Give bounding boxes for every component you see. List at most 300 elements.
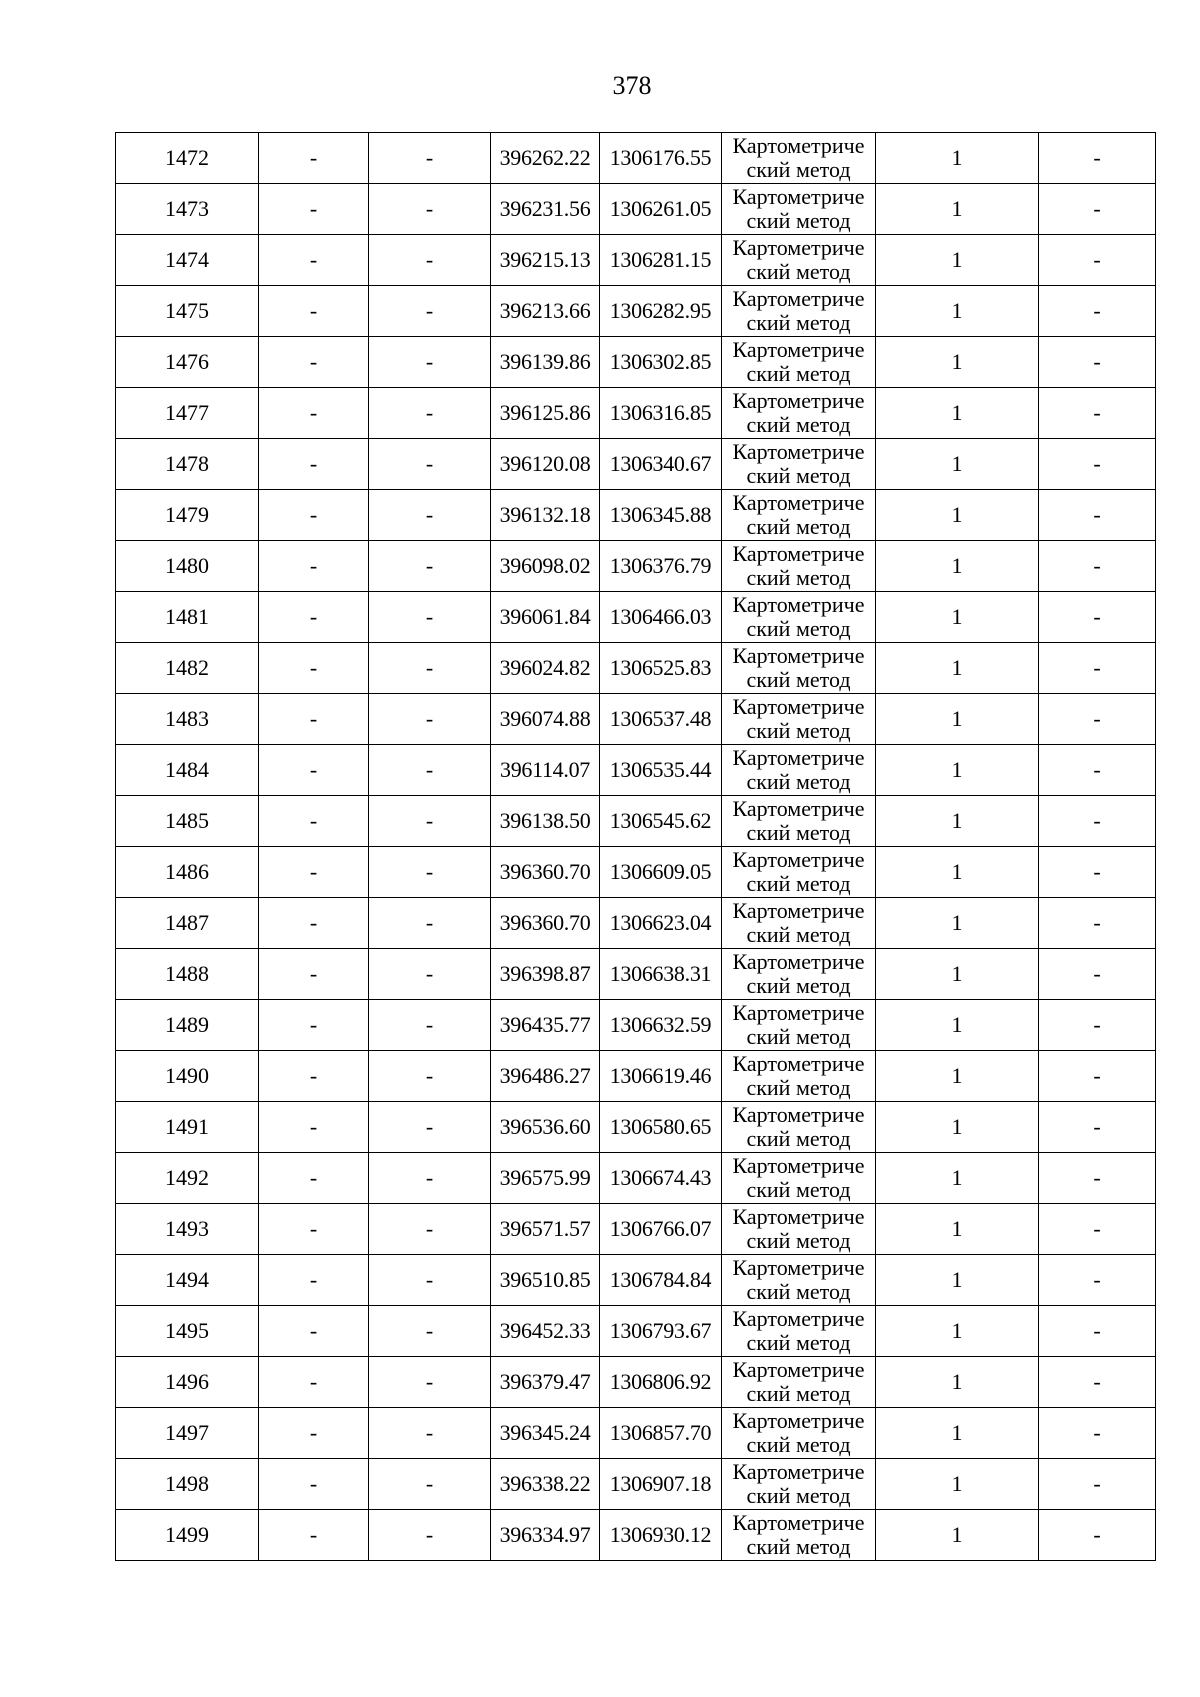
y-coordinate-cell: 1306466.03: [600, 592, 722, 643]
point-number-cell: 1488: [116, 949, 259, 1000]
empty-value-cell: -: [1039, 1408, 1156, 1459]
method-cell: [722, 1000, 876, 1051]
empty-value-cell: -: [369, 1102, 491, 1153]
y-coordinate-cell: 1306282.95: [600, 286, 722, 337]
empty-value-cell: -: [259, 1000, 369, 1051]
empty-value-cell: -: [369, 1459, 491, 1510]
method-text-line-1: Картометриче: [732, 1000, 865, 1025]
method-cell: [722, 490, 876, 541]
method-text-line-2: ский метод: [746, 769, 851, 794]
point-number-cell: 1489: [116, 1000, 259, 1051]
method-text-line-1: Картометриче: [732, 796, 865, 821]
x-coordinate-cell: 396061.84: [491, 592, 600, 643]
x-coordinate-cell: 396536.60: [491, 1102, 600, 1153]
x-coordinate-cell: 396575.99: [491, 1153, 600, 1204]
accuracy-cell: 1: [876, 1051, 1039, 1102]
empty-value-cell: -: [259, 592, 369, 643]
x-coordinate-cell: 396114.07: [491, 745, 600, 796]
x-coordinate-cell: 396379.47: [491, 1357, 600, 1408]
empty-value-cell: -: [1039, 1204, 1156, 1255]
empty-value-cell: -: [259, 1306, 369, 1357]
point-number-cell: 1477: [116, 388, 259, 439]
method-text-line-2: ский метод: [746, 922, 851, 947]
method-text-line-1: Картометриче: [732, 235, 865, 260]
method-text-line-1: Картометриче: [732, 439, 865, 464]
point-number-cell: 1496: [116, 1357, 259, 1408]
point-number-cell: 1493: [116, 1204, 259, 1255]
point-number-cell: 1473: [116, 184, 259, 235]
empty-value-cell: -: [1039, 1051, 1156, 1102]
page-number: 378: [612, 71, 652, 100]
method-text-line-1: Картометриче: [732, 490, 865, 515]
point-number-cell: 1474: [116, 235, 259, 286]
table-row: [116, 694, 1156, 745]
accuracy-cell: 1: [876, 745, 1039, 796]
method-cell: [722, 286, 876, 337]
method-text-line-2: ский метод: [746, 616, 851, 641]
empty-value-cell: -: [369, 694, 491, 745]
empty-value-cell: -: [259, 1459, 369, 1510]
table-row: [116, 745, 1156, 796]
table-row: [116, 388, 1156, 439]
accuracy-cell: 1: [876, 133, 1039, 184]
x-coordinate-cell: 396345.24: [491, 1408, 600, 1459]
x-coordinate-cell: 396435.77: [491, 1000, 600, 1051]
x-coordinate-cell: 396231.56: [491, 184, 600, 235]
table-row: [116, 1459, 1156, 1510]
empty-value-cell: -: [1039, 388, 1156, 439]
method-cell: [722, 643, 876, 694]
empty-value-cell: -: [259, 337, 369, 388]
empty-value-cell: -: [1039, 337, 1156, 388]
method-text-line-1: Картометриче: [732, 1357, 865, 1382]
point-number-cell: 1482: [116, 643, 259, 694]
empty-value-cell: -: [259, 1510, 369, 1561]
empty-value-cell: -: [369, 133, 491, 184]
empty-value-cell: -: [1039, 847, 1156, 898]
method-text-line-1: Картометриче: [732, 1306, 865, 1331]
method-text-line-2: ский метод: [746, 1177, 851, 1202]
y-coordinate-cell: 1306793.67: [600, 1306, 722, 1357]
empty-value-cell: -: [369, 184, 491, 235]
method-text-line-2: ский метод: [746, 871, 851, 896]
y-coordinate-cell: 1306766.07: [600, 1204, 722, 1255]
point-number-cell: 1481: [116, 592, 259, 643]
y-coordinate-cell: 1306261.05: [600, 184, 722, 235]
point-number-cell: 1485: [116, 796, 259, 847]
method-text-line-1: Картометриче: [732, 1510, 865, 1535]
empty-value-cell: -: [259, 490, 369, 541]
x-coordinate-cell: 396132.18: [491, 490, 600, 541]
empty-value-cell: -: [369, 490, 491, 541]
table-row: [116, 592, 1156, 643]
empty-value-cell: -: [1039, 1510, 1156, 1561]
point-number-cell: 1487: [116, 898, 259, 949]
method-text-line-1: Картометриче: [732, 592, 865, 617]
method-text-line-2: ский метод: [746, 1075, 851, 1100]
table-row: [116, 1153, 1156, 1204]
empty-value-cell: -: [259, 847, 369, 898]
method-cell: [722, 1357, 876, 1408]
method-cell: [722, 337, 876, 388]
method-cell: [722, 235, 876, 286]
method-text-line-2: ский метод: [746, 973, 851, 998]
method-text-line-2: ский метод: [746, 259, 851, 284]
empty-value-cell: -: [369, 745, 491, 796]
method-text-line-2: ский метод: [746, 1534, 851, 1559]
table-row: [116, 235, 1156, 286]
y-coordinate-cell: 1306784.84: [600, 1255, 722, 1306]
empty-value-cell: -: [1039, 949, 1156, 1000]
method-text-line-1: Картометриче: [732, 1153, 865, 1178]
empty-value-cell: -: [259, 1357, 369, 1408]
y-coordinate-cell: 1306545.62: [600, 796, 722, 847]
table-row: [116, 1510, 1156, 1561]
y-coordinate-cell: 1306537.48: [600, 694, 722, 745]
y-coordinate-cell: 1306907.18: [600, 1459, 722, 1510]
method-text-line-2: ский метод: [746, 208, 851, 233]
empty-value-cell: -: [369, 1051, 491, 1102]
x-coordinate-cell: 396024.82: [491, 643, 600, 694]
y-coordinate-cell: 1306316.85: [600, 388, 722, 439]
x-coordinate-cell: 396098.02: [491, 541, 600, 592]
empty-value-cell: -: [1039, 643, 1156, 694]
method-text-line-1: Картометриче: [732, 643, 865, 668]
empty-value-cell: -: [259, 796, 369, 847]
empty-value-cell: -: [1039, 694, 1156, 745]
empty-value-cell: -: [369, 286, 491, 337]
empty-value-cell: -: [369, 796, 491, 847]
empty-value-cell: -: [369, 439, 491, 490]
empty-value-cell: -: [369, 1408, 491, 1459]
table-row: [116, 439, 1156, 490]
accuracy-cell: 1: [876, 1459, 1039, 1510]
empty-value-cell: -: [369, 235, 491, 286]
accuracy-cell: 1: [876, 1255, 1039, 1306]
method-text-line-1: Картометриче: [732, 388, 865, 413]
x-coordinate-cell: 396120.08: [491, 439, 600, 490]
y-coordinate-cell: 1306857.70: [600, 1408, 722, 1459]
method-text-line-1: Картометриче: [732, 1255, 865, 1280]
table-row: [116, 796, 1156, 847]
method-cell: [722, 541, 876, 592]
method-text-line-2: ский метод: [746, 667, 851, 692]
empty-value-cell: -: [259, 643, 369, 694]
y-coordinate-cell: 1306302.85: [600, 337, 722, 388]
method-text-line-2: ский метод: [746, 1228, 851, 1253]
method-text-line-1: Картометриче: [732, 1204, 865, 1229]
empty-value-cell: -: [1039, 898, 1156, 949]
table-row: [116, 1255, 1156, 1306]
accuracy-cell: 1: [876, 592, 1039, 643]
x-coordinate-cell: 396510.85: [491, 1255, 600, 1306]
accuracy-cell: 1: [876, 847, 1039, 898]
method-cell: [722, 184, 876, 235]
table-row: [116, 847, 1156, 898]
point-number-cell: 1483: [116, 694, 259, 745]
empty-value-cell: -: [369, 643, 491, 694]
empty-value-cell: -: [259, 1102, 369, 1153]
method-cell: [722, 1459, 876, 1510]
method-text-line-2: ский метод: [746, 718, 851, 743]
method-cell: [722, 388, 876, 439]
method-text-line-1: Картометриче: [732, 1459, 865, 1484]
x-coordinate-cell: 396138.50: [491, 796, 600, 847]
method-text-line-2: ский метод: [746, 1381, 851, 1406]
x-coordinate-cell: 396074.88: [491, 694, 600, 745]
point-number-cell: 1490: [116, 1051, 259, 1102]
empty-value-cell: -: [259, 439, 369, 490]
table-row: [116, 1306, 1156, 1357]
empty-value-cell: -: [369, 541, 491, 592]
empty-value-cell: -: [1039, 1153, 1156, 1204]
y-coordinate-cell: 1306345.88: [600, 490, 722, 541]
point-number-cell: 1484: [116, 745, 259, 796]
empty-value-cell: -: [369, 949, 491, 1000]
method-text-line-2: ский метод: [746, 820, 851, 845]
accuracy-cell: 1: [876, 1204, 1039, 1255]
empty-value-cell: -: [1039, 184, 1156, 235]
accuracy-cell: 1: [876, 388, 1039, 439]
y-coordinate-cell: 1306609.05: [600, 847, 722, 898]
empty-value-cell: -: [1039, 1459, 1156, 1510]
method-text-line-1: Картометриче: [732, 541, 865, 566]
accuracy-cell: 1: [876, 1102, 1039, 1153]
empty-value-cell: -: [1039, 490, 1156, 541]
empty-value-cell: -: [259, 286, 369, 337]
empty-value-cell: -: [259, 1051, 369, 1102]
empty-value-cell: -: [259, 1408, 369, 1459]
table-row: [116, 1102, 1156, 1153]
point-number-cell: 1479: [116, 490, 259, 541]
method-text-line-1: Картометриче: [732, 745, 865, 770]
empty-value-cell: -: [1039, 439, 1156, 490]
point-number-cell: 1497: [116, 1408, 259, 1459]
coordinates-table: [115, 132, 1156, 1561]
x-coordinate-cell: 396452.33: [491, 1306, 600, 1357]
method-cell: [722, 1153, 876, 1204]
empty-value-cell: -: [259, 1204, 369, 1255]
empty-value-cell: -: [369, 1153, 491, 1204]
x-coordinate-cell: 396125.86: [491, 388, 600, 439]
method-text-line-2: ский метод: [746, 463, 851, 488]
empty-value-cell: -: [1039, 1357, 1156, 1408]
table-row: [116, 1000, 1156, 1051]
y-coordinate-cell: 1306632.59: [600, 1000, 722, 1051]
table-row: [116, 1051, 1156, 1102]
empty-value-cell: -: [1039, 745, 1156, 796]
y-coordinate-cell: 1306535.44: [600, 745, 722, 796]
method-text-line-1: Картометриче: [732, 337, 865, 362]
accuracy-cell: 1: [876, 184, 1039, 235]
point-number-cell: 1491: [116, 1102, 259, 1153]
y-coordinate-cell: 1306376.79: [600, 541, 722, 592]
point-number-cell: 1480: [116, 541, 259, 592]
accuracy-cell: 1: [876, 235, 1039, 286]
method-cell: [722, 1408, 876, 1459]
method-text-line-1: Картометриче: [732, 1408, 865, 1433]
table-row: [116, 133, 1156, 184]
y-coordinate-cell: 1306580.65: [600, 1102, 722, 1153]
method-cell: [722, 796, 876, 847]
method-text-line-2: ский метод: [746, 514, 851, 539]
empty-value-cell: -: [259, 694, 369, 745]
method-cell: [722, 745, 876, 796]
empty-value-cell: -: [369, 1510, 491, 1561]
method-text-line-1: Картометриче: [732, 133, 865, 158]
point-number-cell: 1475: [116, 286, 259, 337]
accuracy-cell: 1: [876, 898, 1039, 949]
method-text-line-1: Картометриче: [732, 1051, 865, 1076]
method-text-line-2: ский метод: [746, 412, 851, 437]
accuracy-cell: 1: [876, 643, 1039, 694]
empty-value-cell: -: [369, 1000, 491, 1051]
accuracy-cell: 1: [876, 1408, 1039, 1459]
empty-value-cell: -: [369, 1306, 491, 1357]
x-coordinate-cell: 396334.97: [491, 1510, 600, 1561]
table-row: [116, 898, 1156, 949]
method-cell: [722, 1255, 876, 1306]
y-coordinate-cell: 1306674.43: [600, 1153, 722, 1204]
x-coordinate-cell: 396215.13: [491, 235, 600, 286]
empty-value-cell: -: [369, 388, 491, 439]
y-coordinate-cell: 1306638.31: [600, 949, 722, 1000]
method-cell: [722, 847, 876, 898]
method-text-line-2: ский метод: [746, 310, 851, 335]
method-cell: [722, 1051, 876, 1102]
method-text-line-2: ский метод: [746, 1024, 851, 1049]
point-number-cell: 1499: [116, 1510, 259, 1561]
empty-value-cell: -: [259, 235, 369, 286]
empty-value-cell: -: [369, 1357, 491, 1408]
x-coordinate-cell: 396571.57: [491, 1204, 600, 1255]
method-text-line-1: Картометриче: [732, 898, 865, 923]
point-number-cell: 1494: [116, 1255, 259, 1306]
table-row: [116, 1408, 1156, 1459]
y-coordinate-cell: 1306525.83: [600, 643, 722, 694]
accuracy-cell: 1: [876, 949, 1039, 1000]
method-text-line-2: ский метод: [746, 157, 851, 182]
empty-value-cell: -: [369, 337, 491, 388]
table-row: [116, 286, 1156, 337]
y-coordinate-cell: 1306281.15: [600, 235, 722, 286]
method-cell: [722, 949, 876, 1000]
x-coordinate-cell: 396139.86: [491, 337, 600, 388]
accuracy-cell: 1: [876, 1153, 1039, 1204]
table-body: [116, 133, 1156, 1561]
x-coordinate-cell: 396338.22: [491, 1459, 600, 1510]
table-row: [116, 184, 1156, 235]
method-text-line-1: Картометриче: [732, 286, 865, 311]
method-text-line-1: Картометриче: [732, 1102, 865, 1127]
method-text-line-1: Картометриче: [732, 184, 865, 209]
accuracy-cell: 1: [876, 439, 1039, 490]
empty-value-cell: -: [259, 133, 369, 184]
method-text-line-2: ский метод: [746, 1483, 851, 1508]
accuracy-cell: 1: [876, 490, 1039, 541]
y-coordinate-cell: 1306176.55: [600, 133, 722, 184]
method-cell: [722, 1102, 876, 1153]
y-coordinate-cell: 1306930.12: [600, 1510, 722, 1561]
x-coordinate-cell: 396360.70: [491, 898, 600, 949]
accuracy-cell: 1: [876, 1510, 1039, 1561]
point-number-cell: 1498: [116, 1459, 259, 1510]
empty-value-cell: -: [259, 1255, 369, 1306]
empty-value-cell: -: [1039, 1000, 1156, 1051]
method-cell: [722, 133, 876, 184]
empty-value-cell: -: [259, 898, 369, 949]
point-number-cell: 1486: [116, 847, 259, 898]
x-coordinate-cell: 396262.22: [491, 133, 600, 184]
point-number-cell: 1478: [116, 439, 259, 490]
empty-value-cell: -: [369, 1204, 491, 1255]
empty-value-cell: -: [1039, 286, 1156, 337]
accuracy-cell: 1: [876, 694, 1039, 745]
x-coordinate-cell: 396398.87: [491, 949, 600, 1000]
empty-value-cell: -: [259, 184, 369, 235]
x-coordinate-cell: 396486.27: [491, 1051, 600, 1102]
method-cell: [722, 439, 876, 490]
method-text-line-1: Картометриче: [732, 694, 865, 719]
accuracy-cell: 1: [876, 796, 1039, 847]
empty-value-cell: -: [369, 898, 491, 949]
table-row: [116, 490, 1156, 541]
point-number-cell: 1476: [116, 337, 259, 388]
table-row: [116, 949, 1156, 1000]
empty-value-cell: -: [1039, 133, 1156, 184]
empty-value-cell: -: [259, 949, 369, 1000]
method-text-line-2: ский метод: [746, 1126, 851, 1151]
empty-value-cell: -: [1039, 541, 1156, 592]
accuracy-cell: 1: [876, 337, 1039, 388]
method-text-line-2: ский метод: [746, 1279, 851, 1304]
point-number-cell: 1492: [116, 1153, 259, 1204]
empty-value-cell: -: [1039, 1102, 1156, 1153]
method-cell: [722, 694, 876, 745]
empty-value-cell: -: [1039, 1306, 1156, 1357]
empty-value-cell: -: [369, 1255, 491, 1306]
point-number-cell: 1472: [116, 133, 259, 184]
table-row: [116, 337, 1156, 388]
method-text-line-2: ский метод: [746, 1330, 851, 1355]
empty-value-cell: -: [259, 388, 369, 439]
empty-value-cell: -: [259, 1153, 369, 1204]
method-cell: [722, 592, 876, 643]
x-coordinate-cell: 396360.70: [491, 847, 600, 898]
y-coordinate-cell: 1306623.04: [600, 898, 722, 949]
accuracy-cell: 1: [876, 1357, 1039, 1408]
empty-value-cell: -: [259, 541, 369, 592]
accuracy-cell: 1: [876, 1306, 1039, 1357]
method-text-line-2: ский метод: [746, 1432, 851, 1457]
empty-value-cell: -: [1039, 592, 1156, 643]
accuracy-cell: 1: [876, 286, 1039, 337]
table-row: [116, 643, 1156, 694]
table-row: [116, 1204, 1156, 1255]
method-text-line-2: ский метод: [746, 361, 851, 386]
table-row: [116, 541, 1156, 592]
empty-value-cell: -: [259, 745, 369, 796]
method-cell: [722, 898, 876, 949]
x-coordinate-cell: 396213.66: [491, 286, 600, 337]
table-row: [116, 1357, 1156, 1408]
empty-value-cell: -: [369, 847, 491, 898]
y-coordinate-cell: 1306806.92: [600, 1357, 722, 1408]
method-cell: [722, 1510, 876, 1561]
accuracy-cell: 1: [876, 1000, 1039, 1051]
empty-value-cell: -: [1039, 1255, 1156, 1306]
empty-value-cell: -: [369, 592, 491, 643]
